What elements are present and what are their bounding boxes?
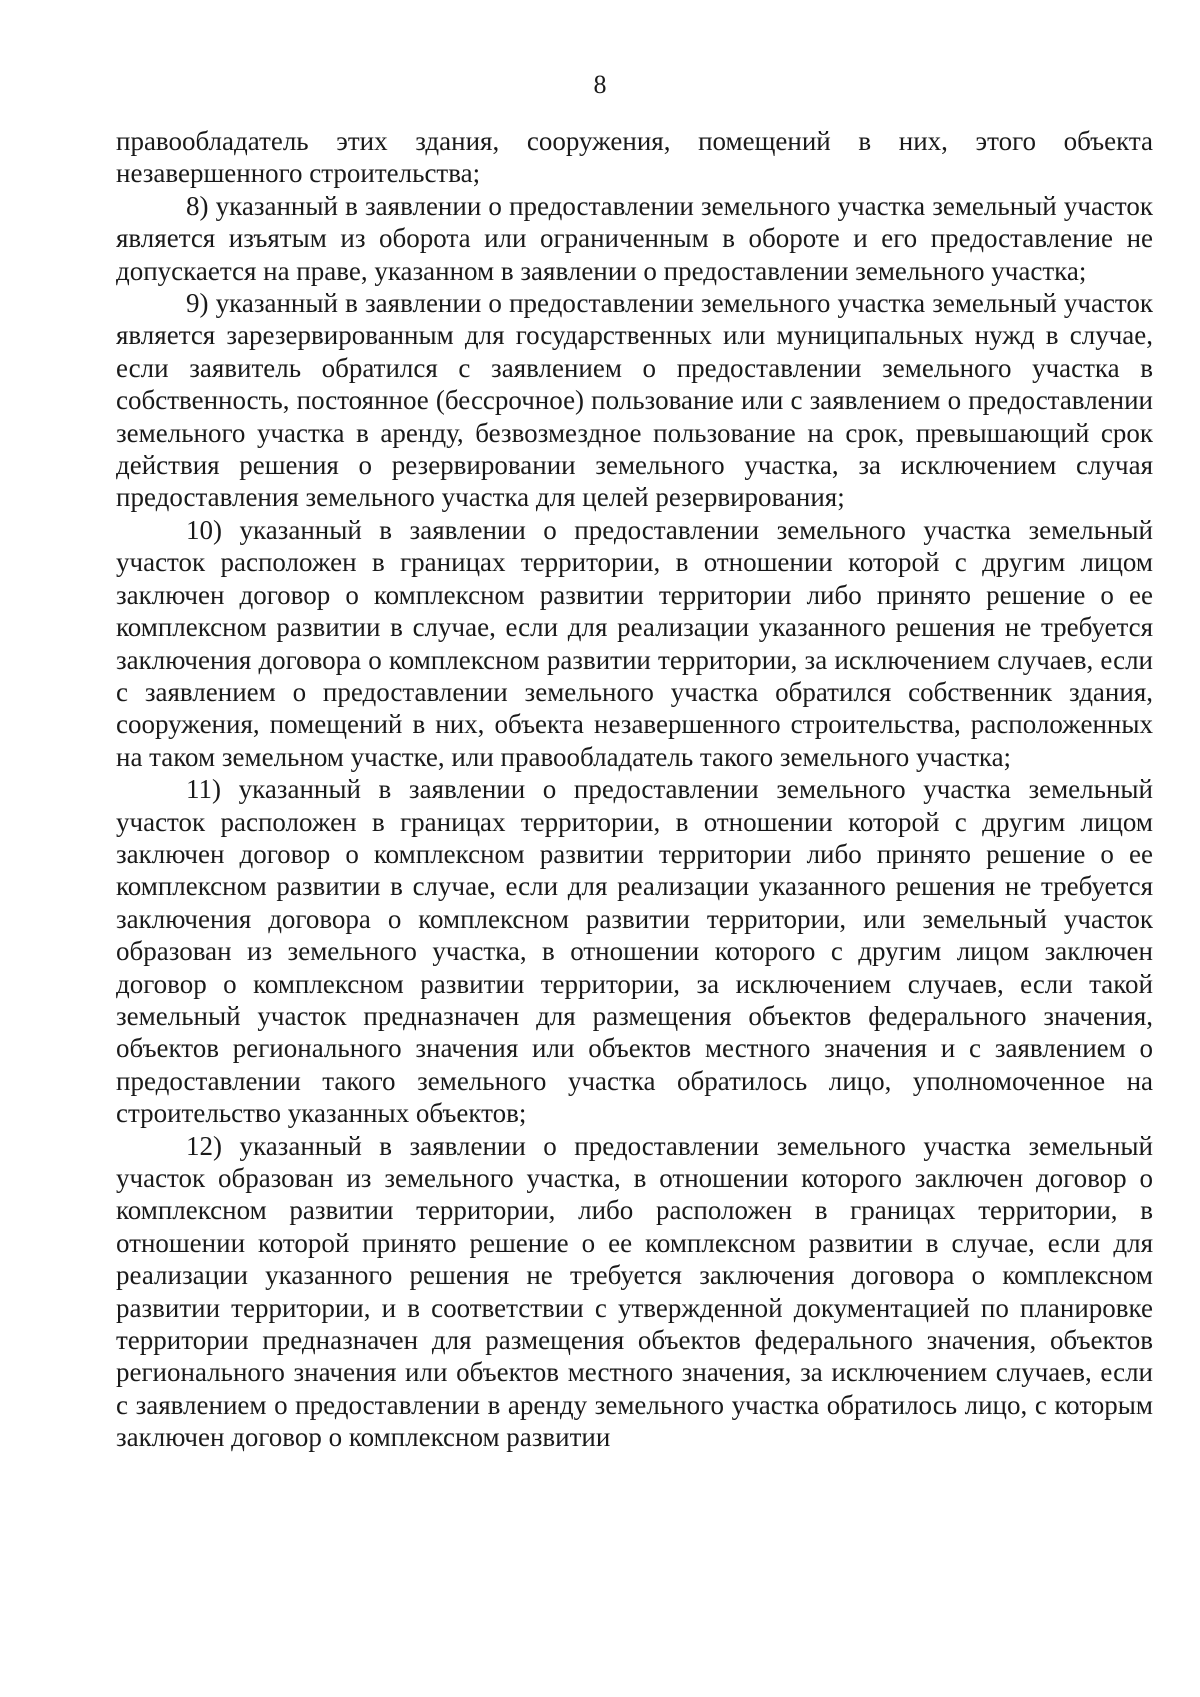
paragraph-continuation: правообладатель этих здания, сооружения, помещений в них, этого объекта незавершенного строительства; xyxy=(116,126,1153,189)
paragraph-item-8: 8) указанный в заявлении о предоставлении земельного участка земельный участок является изъятым из оборота или ограниченным в обороте и его предоставление не допускается на праве, указанном в заявлении о предоставлении земельного участка; xyxy=(116,190,1153,286)
paragraph-item-10: 10) указанный в заявлении о предоставлении земельного участка земельный участок расположен в границах территории, в отношении которой с другим лицом заключен договор о комплексном развитии территории либо принято решение о ее комплексном развитии в случае, если для реализации указанного решения не требуется заключения договора о комплексном развитии территории, за исключением случаев, если с заявлением о предоставлении земельного участка обратился собственник здания, сооружения, помещений в них, объекта незавершенного строительства, расположенных на таком земельном участке, или правообладатель такого земельного участка; xyxy=(116,514,1153,772)
page-number: 8 xyxy=(593,70,607,99)
document-body xyxy=(116,125,1153,1454)
paragraph-item-9: 9) указанный в заявлении о предоставлении земельного участка земельный участок является зарезервированным для государственных или муниципальных нужд в случае, если заявитель обратился с заявлением о предоставлении земельного участка в собственность, постоянное (бессрочное) пользование или с заявлением о предоставлении земельного участка в аренду, безвозмездное пользование на срок, превышающий срок действия решения о резервировании земельного участка, за исключением случая предоставления земельного участка для целей резервирования; xyxy=(116,288,1153,513)
paragraph-item-12: 12) указанный в заявлении о предоставлении земельного участка земельный участок образован из земельного участка, в отношении которого заключен договор о комплексном развитии территории, либо расположен в границах территории, в отношении которой принято решение о ее комплексном развитии в случае, если для реализации указанного решения не требуется заключения договора о комплексном развитии территории, и в соответствии с утвержденной документацией по планировке территории предназначен для размещения объектов федерального значения, объектов регионального значения или объектов местного значения, за исключением случаев, если с заявлением о предоставлении в аренду земельного участка обратилось лицо, с которым заключен договор о комплексном развитии xyxy=(116,1130,1153,1453)
paragraph-item-11: 11) указанный в заявлении о предоставлении земельного участка земельный участок расположен в границах территории, в отношении которой с другим лицом заключен договор о комплексном развитии территории либо принято решение о ее комплексном развитии в случае, если для реализации указанного решения не требуется заключения договора о комплексном развитии территории, или земельный участок образован из земельного участка, в отношении которого с другим лицом заключен договор о комплексном развитии территории, за исключением случаев, если такой земельный участок предназначен для размещения объектов федерального значения, объектов регионального значения или объектов местного значения и с заявлением о предоставлении такого земельного участка обратилось лицо, уполномоченное на строительство указанных объектов; xyxy=(116,774,1153,1129)
